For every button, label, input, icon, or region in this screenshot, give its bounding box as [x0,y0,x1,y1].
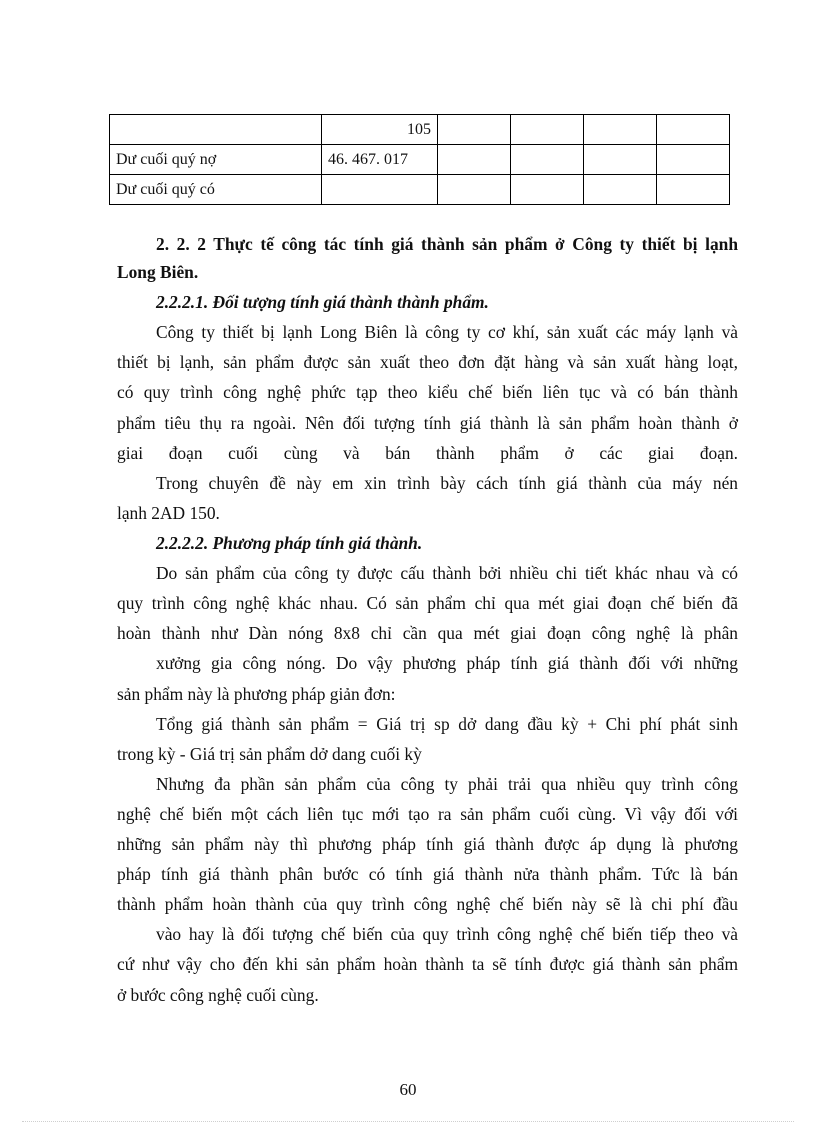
paragraph-line: hoàn thành như Dàn nóng 8x8 chỉ cần qua mét giai đoạn công nghệ là phân [117,623,738,643]
table-cell-label: Dư cuối quý có [110,175,322,205]
table-cell [438,175,511,205]
footer-divider [22,1121,794,1122]
paragraph-line: thiết bị lạnh, sản phẩm được sản xuất theo đơn đặt hàng và sản xuất hàng loạt, [117,352,738,372]
table-cell [511,145,584,175]
paragraph-line: lạnh 2AD 150. [117,503,220,523]
paragraph-line: có quy trình công nghệ phức tạp theo kiểu chế biến liên tục và có bán thành [117,382,738,402]
table-cell [657,115,730,145]
table-cell-value: 46. 467. 017 [322,145,438,175]
table-row [110,115,730,145]
paragraph-line: sản phẩm này là phương pháp giản đơn: [117,684,396,704]
paragraph-line: ở bước công nghệ cuối cùng. [117,985,319,1005]
table-cell [584,115,657,145]
table-cell [657,145,730,175]
table-cell-label [110,115,322,145]
balance-table [109,114,730,205]
paragraph-line: Do sản phẩm của công ty được cấu thành bởi nhiều chi tiết khác nhau và có [156,563,738,583]
paragraph-line: Công ty thiết bị lạnh Long Biên là công ty cơ khí, sản xuất các máy lạnh và [156,322,738,342]
page-number: 60 [399,1080,417,1099]
subsection-title-2-2-2-2: 2.2.2.2. Phương pháp tính giá thành. [156,533,423,553]
table-cell [511,115,584,145]
paragraph-line: nghệ chế biến một cách liên tục mới tạo ra sản phẩm cuối cùng. Vì vậy đối với [117,804,738,824]
table-cell-label: Dư cuối quý nợ [110,145,322,175]
subsection-title-2-2-2-1: 2.2.2.1. Đối tượng tính giá thành thành phẩm. [156,292,489,312]
paragraph-line: Trong chuyên đề này em xin trình bày cách tính giá thành của máy nén [156,473,738,493]
table-cell [438,115,511,145]
table-row [110,175,730,205]
table-cell [438,145,511,175]
section-heading: 2. 2. 2 Thực tế công tác tính giá thành sản phẩm ở Công ty thiết bị lạnh [156,234,738,254]
paragraph-line: xưởng gia công nóng. Do vậy phương pháp tính giá thành đối với những [156,653,738,673]
paragraph-line: cứ như vậy cho đến khi sản phẩm hoàn thành ta sẽ tính được giá thành sản phẩm [117,954,738,974]
paragraph-line: những sản phẩm này thì phương pháp tính giá thành được áp dụng là phương [117,834,738,854]
paragraph-line: vào hay là đối tượng chế biến của quy trình công nghệ chế biến tiếp theo và [156,924,738,944]
paragraph-line: pháp tính giá thành phân bước có tính giá thành nửa thành phẩm. Tức là bán [117,864,738,884]
paragraph-line: thành phẩm hoàn thành của quy trình công nghệ chế biến này sẽ là chi phí đầu [117,894,738,914]
paragraph-line: quy trình công nghệ khác nhau. Có sản phẩm chỉ qua mét giai đoạn chế biến đã [117,593,738,613]
paragraph-line: Nhưng đa phần sản phẩm của công ty phải trải qua nhiều quy trình công [156,774,738,794]
table-cell-value: 105 [322,115,438,145]
table-cell [584,175,657,205]
paragraph-line: Tổng giá thành sản phẩm = Giá trị sp dở dang đầu kỳ + Chi phí phát sinh [156,714,738,734]
table-cell-value [322,175,438,205]
section-heading-cont: Long Biên. [117,262,199,282]
table-cell [511,175,584,205]
table-cell [584,145,657,175]
paragraph-line: phẩm tiêu thụ ra ngoài. Nên đối tượng tính giá thành là sản phẩm hoàn thành ở [117,413,738,433]
paragraph-line: trong kỳ - Giá trị sản phẩm dở dang cuối kỳ [117,744,422,764]
paragraph-line: giai đoạn cuối cùng và bán thành phẩm ở các giai đoạn. [117,443,738,463]
table-row [110,145,730,175]
table-cell [657,175,730,205]
